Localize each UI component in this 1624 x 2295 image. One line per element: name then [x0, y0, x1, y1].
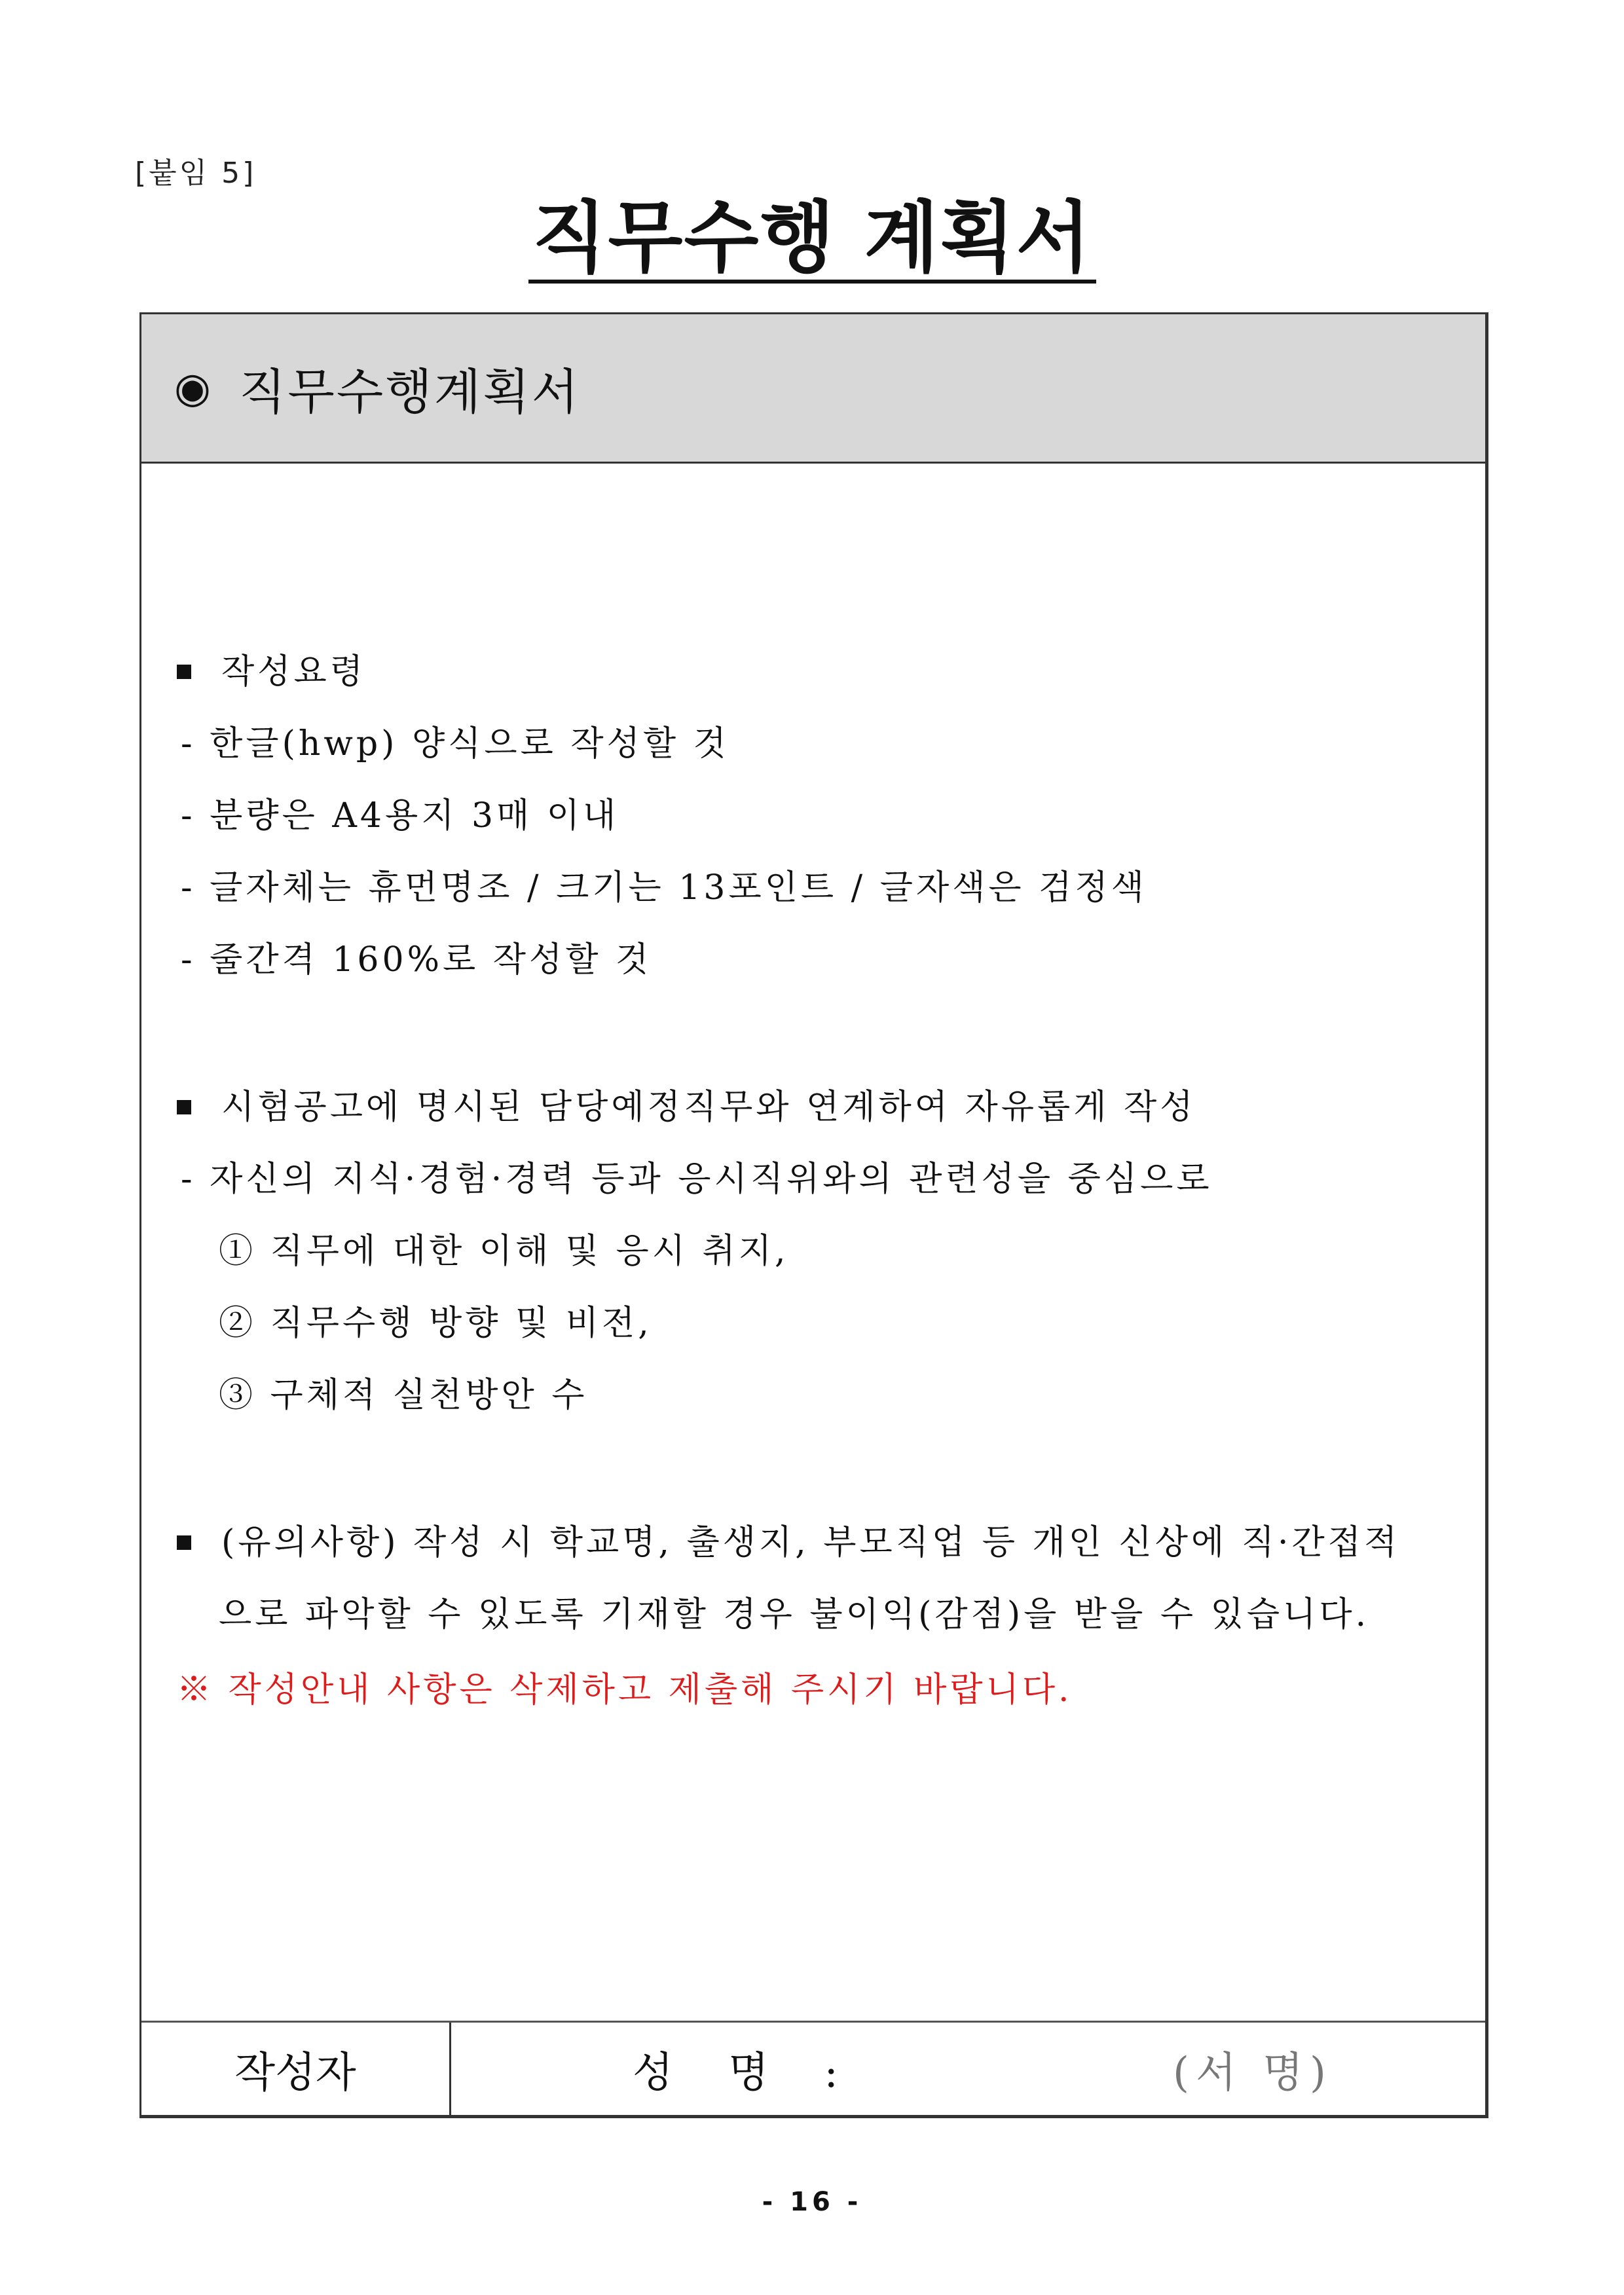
name-field-label: 성 명 :	[633, 2048, 859, 2097]
author-label: 작성자	[141, 2023, 451, 2115]
submission-notice: ※ 작성안내 사항은 삭제하고 제출해 주시기 바랍니다.	[177, 1670, 1073, 1710]
instructions-intro: - 자신의 지식·경험·경력 등과 응시직위와의 관련성을 중심으로	[181, 1160, 1213, 1199]
guidelines-heading-text: 작성요령	[221, 652, 366, 691]
instructions-heading-text: 시험공고에 명시된 담당예정직무와 연계하여 자유롭게 작성	[221, 1088, 1196, 1127]
instruction-point: ② 직무수행 방향 및 비전,	[219, 1304, 652, 1343]
square-bullet-icon	[177, 665, 191, 679]
guidelines-heading	[177, 644, 366, 693]
section-header-text	[174, 314, 580, 462]
plan-form-box	[139, 312, 1488, 2118]
section-header	[141, 314, 1485, 464]
instruction-point: ③ 구체적 실천방안 수	[219, 1376, 588, 1415]
page-number: - 16 -	[762, 2187, 862, 2217]
square-bullet-icon	[177, 1535, 191, 1550]
author-row	[141, 2021, 1485, 2115]
square-bullet-icon	[177, 1100, 191, 1114]
signature-field[interactable]: (서 명)	[1173, 2048, 1333, 2097]
caution-line-1	[177, 1515, 1400, 1564]
caution-text-1: (유의사항) 작성 시 학교명, 출생지, 부모직업 등 개인 신상에 직·간접적	[221, 1523, 1401, 1562]
instructions-heading	[177, 1079, 1196, 1128]
guideline-item: - 글자체는 휴먼명조 / 크기는 13포인트 / 글자색은 검정색	[181, 868, 1147, 908]
attachment-label: [붙임 5]	[135, 156, 257, 190]
caution-line-2: 으로 파악할 수 있도록 기재할 경우 불이익(감점)을 받을 수 있습니다.	[219, 1595, 1370, 1634]
document-title-wrap	[0, 193, 1624, 284]
guideline-item: - 한글(hwp) 양식으로 작성할 것	[181, 724, 729, 763]
fisheye-bullet-icon: ◉	[174, 363, 213, 413]
guideline-item: - 분량은 A4용지 3매 이내	[181, 796, 619, 835]
document-title: 직무수행 계획서	[528, 196, 1096, 284]
instruction-point: ① 직무에 대한 이해 및 응시 취지,	[219, 1232, 789, 1271]
guideline-item: - 줄간격 160%로 작성할 것	[181, 940, 652, 980]
section-title: 직무수행계획서	[238, 363, 581, 420]
